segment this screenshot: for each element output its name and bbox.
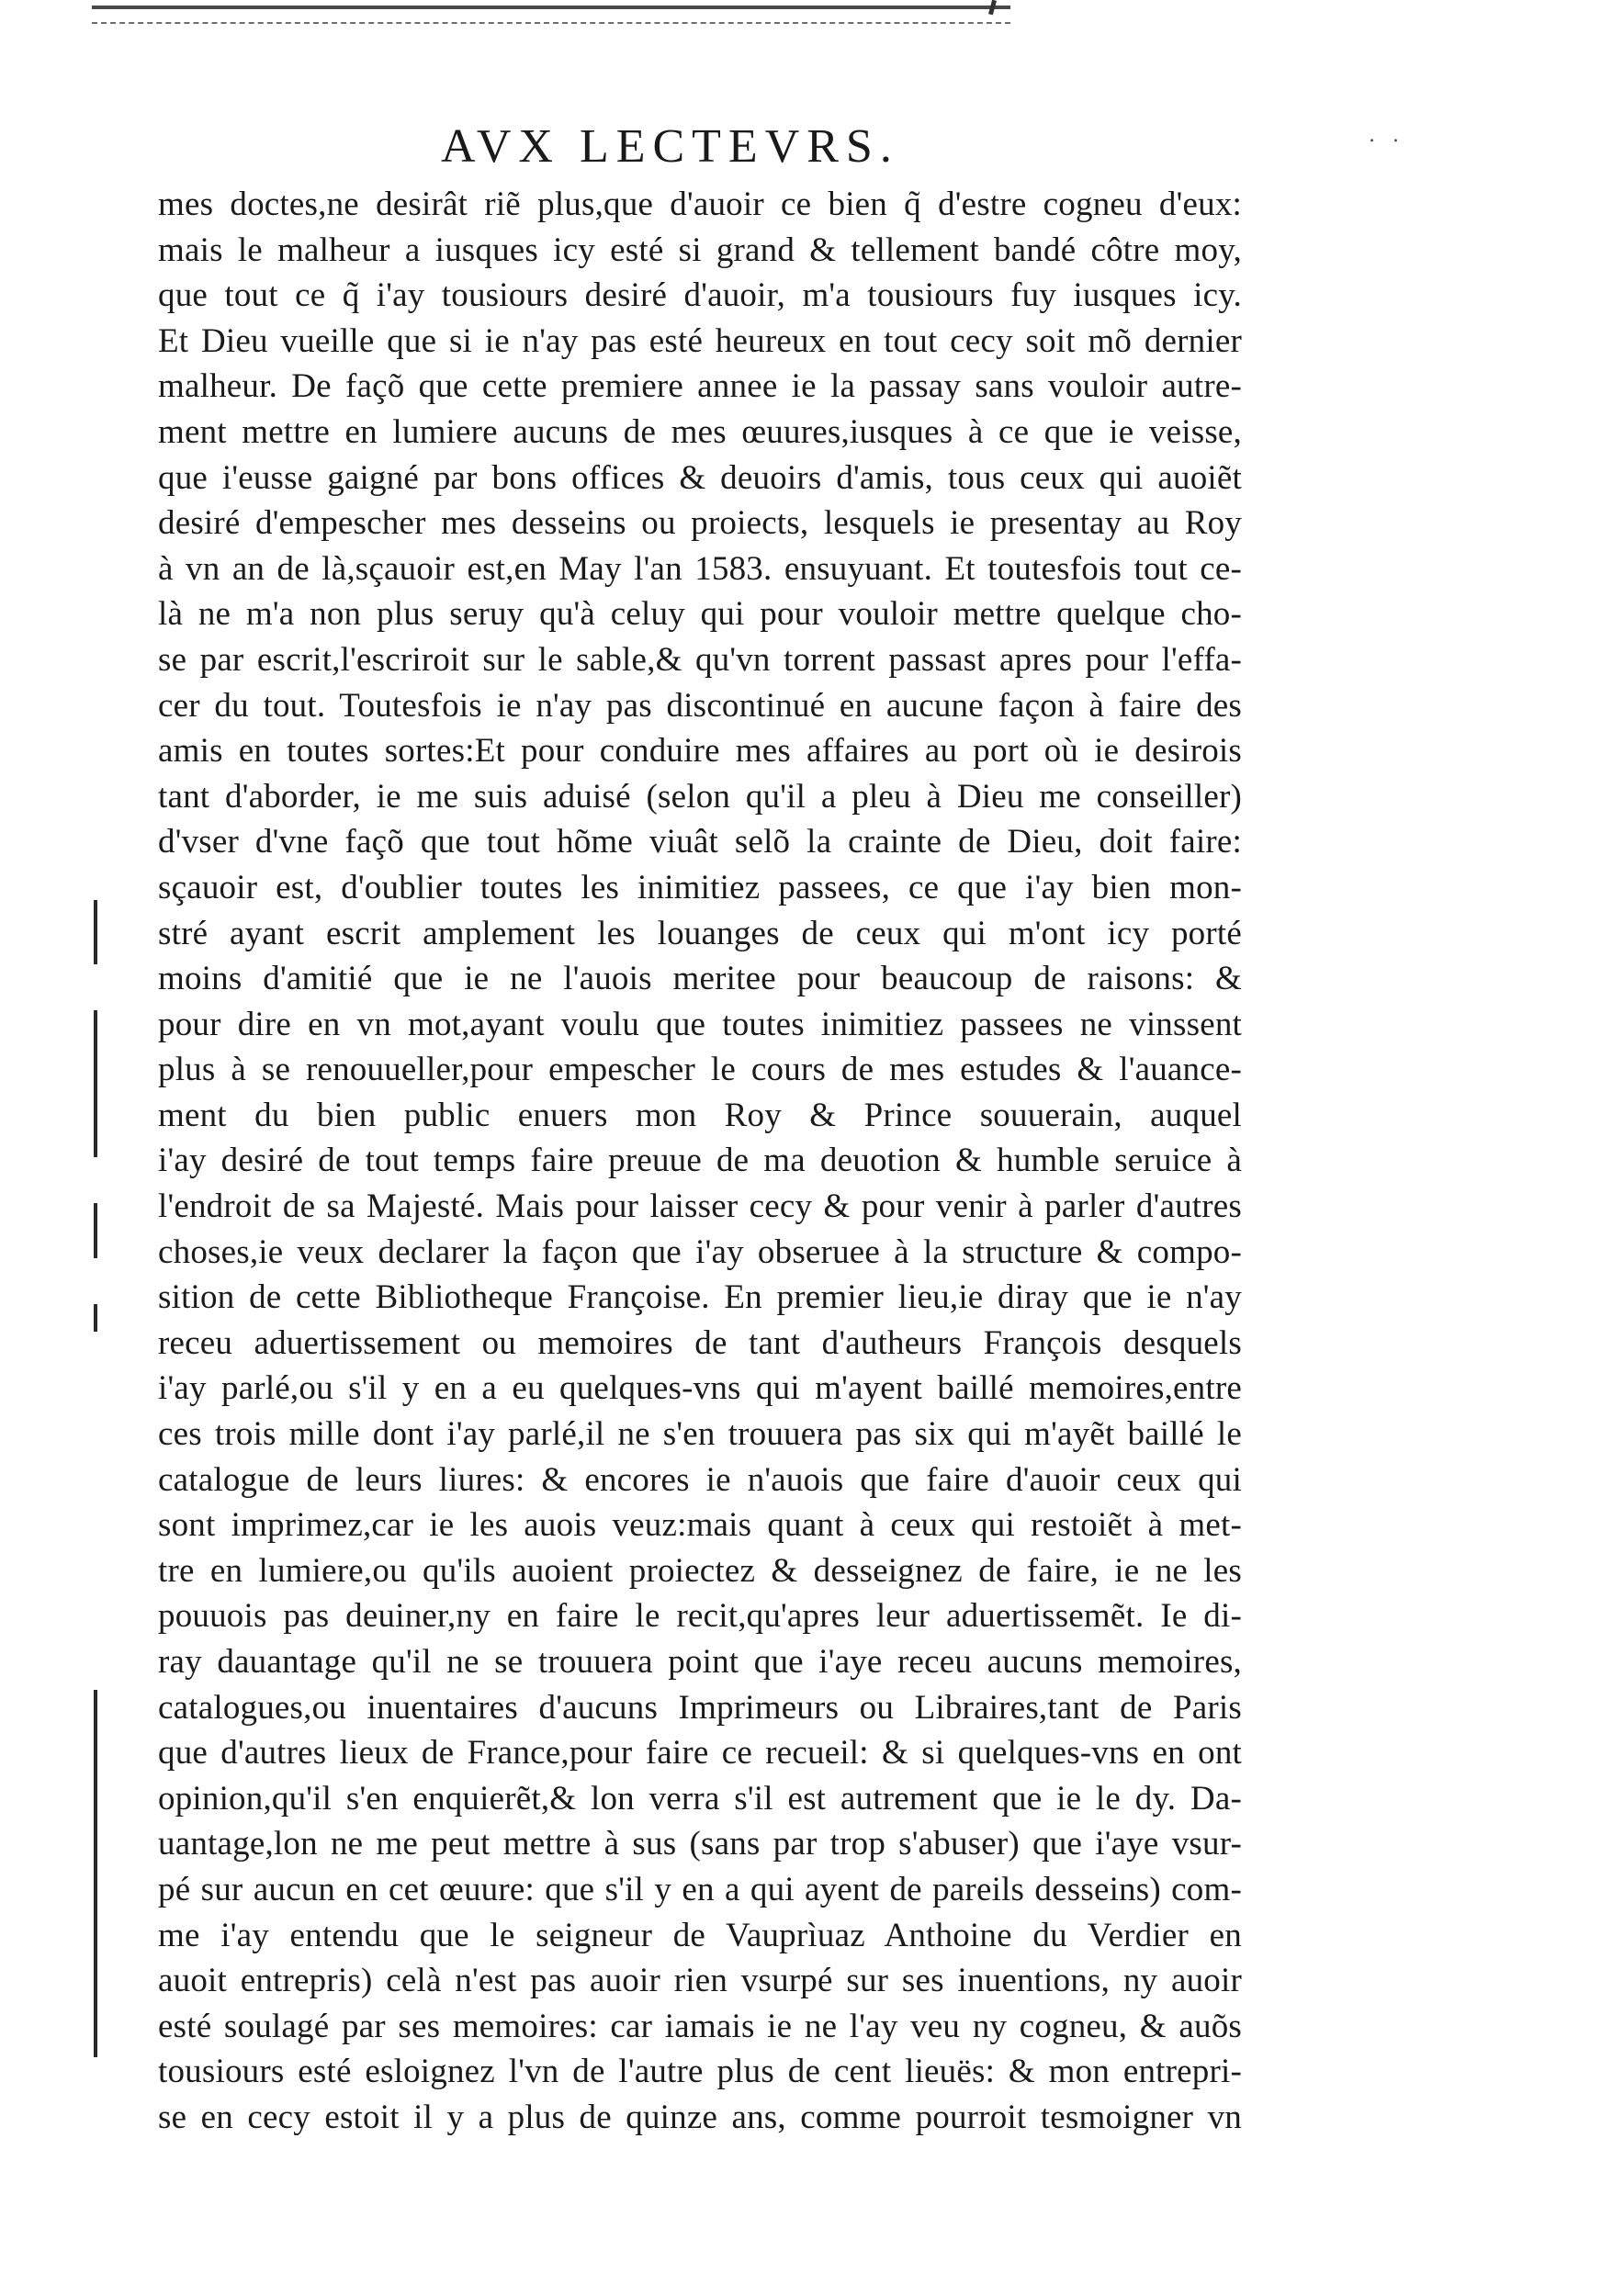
text-line: tant d'aborder, ie me suis aduisé (selon qu'il a pleu à Dieu me conseiller) [158, 777, 1242, 816]
text-line: catalogue de leurs liures: & encores ie n'auois que faire d'auoir ceux qui [158, 1460, 1242, 1499]
text-line: ment mettre en lumiere aucuns de mes œuures,iusques à ce que ie veisse, [158, 412, 1242, 451]
text-line: mais le malheur a iusques icy esté si grand & tellement bandé côtre moy, [158, 231, 1242, 269]
text-line: me i'ay entendu que le seigneur de Vauprìuaz Anthoine du Verdier en [158, 1916, 1242, 1954]
text-line: Et Dieu vueille que si ie n'ay pas esté heureux en tout cecy soit mõ dernier [158, 321, 1242, 360]
margin-mark [94, 1203, 97, 1258]
text-line: esté soulagé par ses memoires: car iamais ie ne l'ay veu ny cogneu, & auõs [158, 2007, 1242, 2045]
body-text [158, 182, 1242, 2141]
text-line: l'endroit de sa Majesté. Mais pour laisser cecy & pour venir à parler d'autres [158, 1187, 1242, 1226]
text-line: opinion,qu'il s'en enquierẽt,& lon verra s'il est autrement que ie le dy. Da- [158, 1779, 1242, 1818]
top-border-rule [92, 6, 1010, 24]
text-line: amis en toutes sortes:Et pour conduire mes affaires au port où ie desirois [158, 732, 1242, 771]
text-line: pouuois pas deuiner,ny en faire le recit,qu'apres leur aduertissemẽt. Ie di- [158, 1597, 1242, 1636]
text-line: plus à se renouueller,pour empescher le cours de mes estudes & l'auance- [158, 1051, 1242, 1089]
text-line: se en cecy estoit il y a plus de quinze ans, comme pourroit tesmoigner vn [158, 2098, 1242, 2136]
text-line: sçauoir est, d'oublier toutes les inimitiez passees, ce que i'ay bien mon- [158, 868, 1242, 906]
text-line: tre en lumiere,ou qu'ils auoient proiectez & desseignez de faire, ie ne les [158, 1551, 1242, 1590]
text-line: ces trois mille dont i'ay parlé,il ne s'en trouuera pas six qui m'ayẽt baillé le [158, 1415, 1242, 1454]
text-line: ray dauantage qu'il ne se trouuera point que i'aye receu aucuns memoires, [158, 1643, 1242, 1681]
text-line: catalogues,ou inuentaires d'aucuns Imprimeurs ou Libraires,tant de Paris [158, 1688, 1242, 1727]
text-line: i'ay desiré de tout temps faire preuue de ma deuotion & humble seruice à [158, 1142, 1242, 1180]
text-line: uantage,lon ne me peut mettre à sus (sans par trop s'abuser) que i'aye vsur- [158, 1825, 1242, 1863]
text-line: ment du bien public enuers mon Roy & Prince souuerain, auquel [158, 1096, 1242, 1134]
text-line: d'vser d'vne façõ que tout hõme viuât selõ la crainte de Dieu, doit faire: [158, 823, 1242, 861]
text-line: que tout ce q̃ i'ay tousiours desiré d'auoir, m'a tousiours fuy iusques icy. [158, 276, 1242, 315]
text-line: tousiours esté esloignez l'vn de l'autre plus de cent lieuës: & mon entrepri- [158, 2053, 1242, 2091]
text-line: cer du tout. Toutesfois ie n'ay pas discontinué en aucune façon à faire des [158, 686, 1242, 725]
text-line: choses,ie veux declarer la façon que i'ay obseruee à la structure & compo- [158, 1232, 1242, 1271]
running-head: AVX LECTEVRS. [441, 120, 899, 173]
text-line: mes doctes,ne desirât riẽ plus,que d'auoir ce bien q̃ d'estre cogneu d'eux: [158, 186, 1242, 223]
text-line: i'ay parlé,ou s'il y en a eu quelques-vns qui m'ayent baillé memoires,entre [158, 1369, 1242, 1408]
corner-ink-marks: . . [1369, 124, 1404, 147]
margin-mark [94, 900, 97, 964]
text-line: que i'eusse gaigné par bons offices & deuoirs d'amis, tous ceux qui auoiẽt [158, 458, 1242, 497]
text-line: pé sur aucun en cet œuure: que s'il y en a qui ayent de pareils desseins) com- [158, 1870, 1242, 1908]
margin-ink-marks [88, 900, 107, 2057]
text-line: malheur. De façõ que cette premiere annee ie la passay sans vouloir autre- [158, 367, 1242, 406]
margin-mark [94, 1690, 97, 2057]
text-line: pour dire en vn mot,ayant voulu que toutes inimitiez passees ne vinssent [158, 1005, 1242, 1043]
text-line: à vn an de là,sçauoir est,en May l'an 1583. ensuyuant. Et toutesfois tout ce- [158, 549, 1242, 588]
text-line: auoit entrepris) celà n'est pas auoir rien vsurpé sur ses inuentions, ny auoir [158, 1962, 1242, 2000]
text-line: receu aduertissement ou memoires de tant d'autheurs François desquels [158, 1323, 1242, 1362]
text-line: là ne m'a non plus seruy qu'à celuy qui pour vouloir mettre quelque cho- [158, 595, 1242, 634]
margin-mark [94, 1010, 97, 1157]
text-line: se par escrit,l'escriroit sur le sable,& qu'vn torrent passast apres pour l'effa- [158, 640, 1242, 679]
text-line: moins d'amitié que ie ne l'auois meritee pour beaucoup de raisons: & [158, 960, 1242, 998]
text-line: desiré d'empescher mes desseins ou proiects, lesquels ie presentay au Roy [158, 504, 1242, 543]
text-line: que d'autres lieux de France,pour faire ce recueil: & si quelques-vns en ont [158, 1734, 1242, 1773]
text-line: sont imprimez,car ie les auois veuz:mais quant à ceux qui restoiẽt à met- [158, 1506, 1242, 1545]
margin-mark [94, 1304, 97, 1332]
text-line: stré ayant escrit amplement les louanges de ceux qui m'ont icy porté [158, 914, 1242, 952]
text-line: sition de cette Bibliotheque Françoise. En premier lieu,ie diray que ie n'ay [158, 1278, 1242, 1317]
